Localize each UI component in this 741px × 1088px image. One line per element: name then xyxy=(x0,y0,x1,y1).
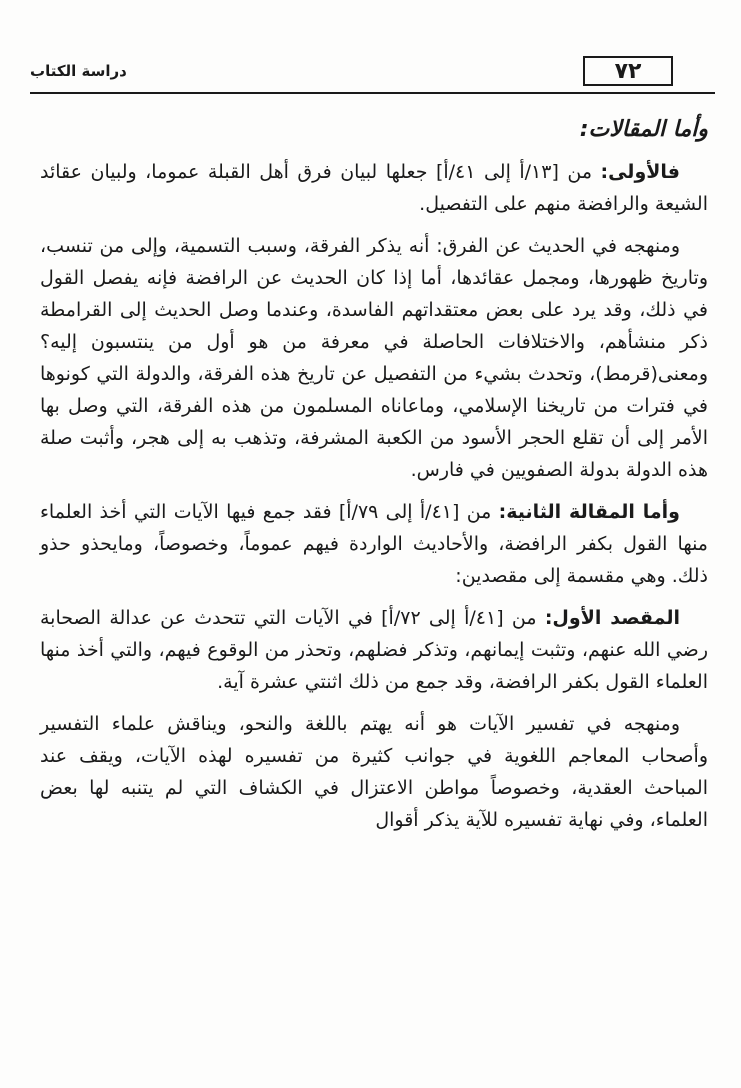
paragraph-text: من [٤١/أ إلى ٧٩/أ] فقد جمع فيها الآيات التي أخذ العلماء منها القول بكفر الرافضة، والأحاديث الواردة فيهم عموماً، وخصوصاً، ومايحذو حذو ذلك. وهي مقسمة إلى مقصدين: xyxy=(40,501,708,587)
page-number: ٧٢ xyxy=(583,56,673,86)
header-divider xyxy=(30,92,715,94)
paragraph-tafsir-method xyxy=(40,708,708,836)
page-body xyxy=(40,110,708,846)
paragraph-lead: وأما المقالة الثانية: xyxy=(498,501,680,523)
paragraph-text: ومنهجه في الحديث عن الفرق: أنه يذكر الفرقة، وسبب التسمية، وإلى من تنسب، وتاريخ ظهورها، ومجمل عقائدها، أما إذا كان الحديث عن الرافضة فإنه يفصل القول في ذلك، وقد يرد على بعض معتقداتهم الفاسدة، وعندما وصل الحديث إلى القرامطة ذكر منشأهم، والاختلافات الحاصلة في معرفة من هو أول من ينتسبون إليه؟ ومعنى(قرمط)، وتحدث بشيء من التفصيل عن تاريخ هذه الفرقة، والدولة التي كونوها في فترات من تاريخنا الإسلامي، وماعاناه المسلمون من هذه الفرقة، التي وصل بها الأمر إلى أن تقلع الحجر الأسود من الكعبة المشرفة، وتذهب به إلى هجر، وأثبت صلة هذه الدولة بدولة الصفويين في فارس. xyxy=(40,235,708,481)
paragraph-second-article xyxy=(40,496,708,592)
paragraph-first-purpose xyxy=(40,602,708,698)
running-title: دراسة الكتاب xyxy=(30,62,127,80)
paragraph-lead: المقصد الأول: xyxy=(544,607,680,629)
paragraph-text: ومنهجه في تفسير الآيات هو أنه يهتم باللغة والنحو، ويناقش علماء التفسير وأصحاب المعاجم اللغوية في جوانب كثيرة من تفسيره لهذه الآيات، ويقف عند المباحث العقدية، وخصوصاً مواطن الاعتزال في الكشاف التي لم يتنبه لها بعض العلماء، وفي نهاية تفسيره للآية يذكر أقوال xyxy=(40,713,708,831)
page-header xyxy=(30,52,715,92)
paragraph-text: من [١٣/أ إلى ٤١/أ] جعلها لبيان فرق أهل القبلة عموما، ولبيان عقائد الشيعة والرافضة منهم على التفصيل. xyxy=(40,161,708,215)
paragraph-lead: فالأولى: xyxy=(600,161,680,183)
paragraph-text: من [٤١/أ إلى ٧٢/أ] في الآيات التي تتحدث عن عدالة الصحابة رضي الله عنهم، وتثبت إيمانهم، وتذكر فضلهم، وتحذر من الوقوع فيهم، والتي أخذ منها العلماء القول بكفر الرافضة، وقد جمع من ذلك اثنتي عشرة آية. xyxy=(40,607,708,693)
paragraph-sects-method xyxy=(40,230,708,486)
section-heading: وأما المقالات: xyxy=(579,117,708,142)
paragraph-first-article xyxy=(40,156,708,220)
